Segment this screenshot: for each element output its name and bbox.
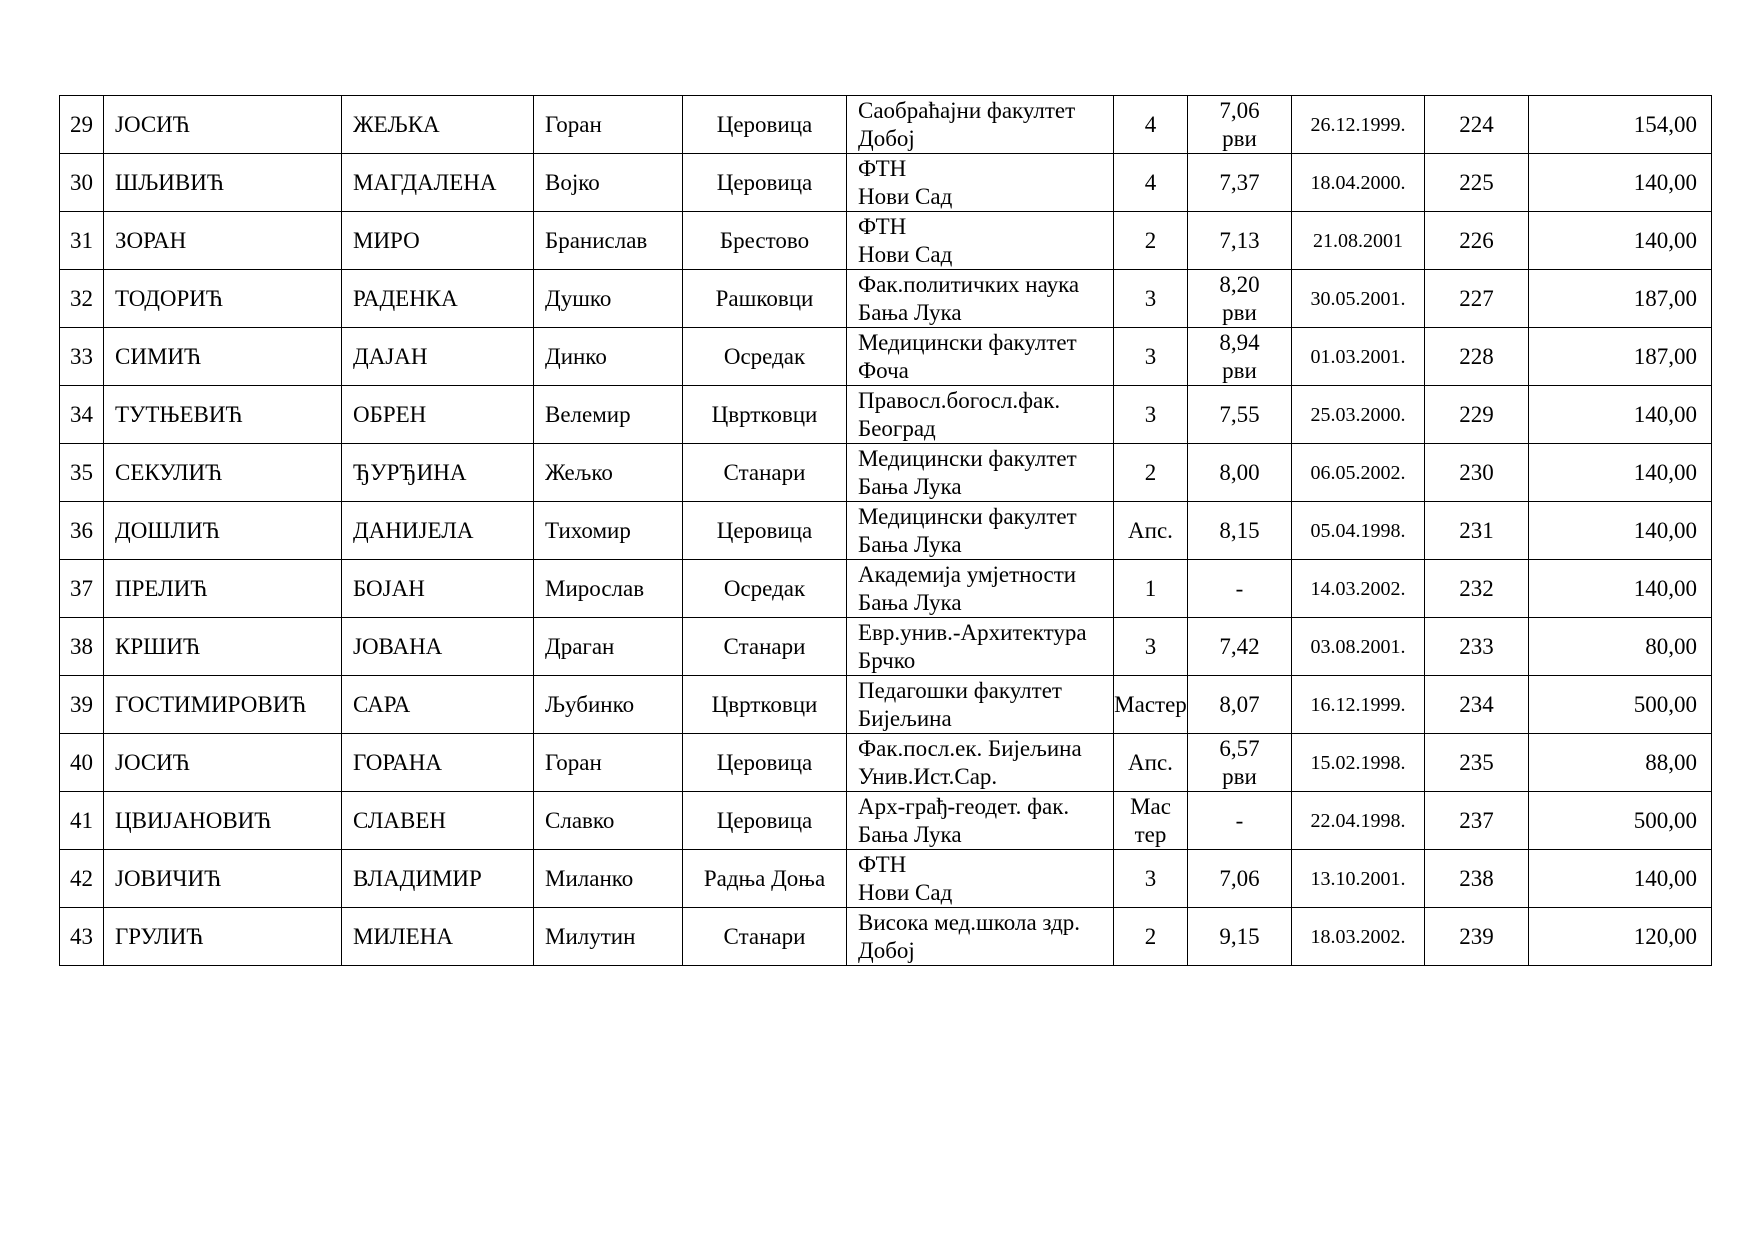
cell-surname: ЦВИЈАНОВИЋ <box>104 792 342 850</box>
faculty-line: Фак.посл.ек. Бијељина <box>858 735 1082 761</box>
faculty-line: Брчко <box>858 647 916 673</box>
cell-surname: ГРУЛИЋ <box>104 908 342 966</box>
year-line: 2 <box>1144 459 1157 485</box>
cell-birth-date: 18.04.2000. <box>1292 154 1425 212</box>
grade-line: 9,15 <box>1219 923 1260 949</box>
cell-number: 36 <box>60 502 104 560</box>
cell-faculty <box>847 96 1114 154</box>
table-row <box>60 734 1712 792</box>
faculty-line: Фак.политичких наука <box>858 271 1080 297</box>
cell-grade <box>1188 908 1292 966</box>
cell-grade <box>1188 444 1292 502</box>
cell-first-name: ДАЈАН <box>342 328 534 386</box>
cell-first-name: МАГДАЛЕНА <box>342 154 534 212</box>
table-row <box>60 560 1712 618</box>
cell-number: 37 <box>60 560 104 618</box>
faculty-line: Саобраћајни факултет <box>858 97 1076 123</box>
faculty-line: Евр.унив.-Архитектура <box>858 619 1087 645</box>
cell-place: Церовица <box>683 734 847 792</box>
cell-parent-name: Душко <box>534 270 683 328</box>
table-row <box>60 212 1712 270</box>
grade-line: 7,06 <box>1219 97 1260 123</box>
cell-year <box>1114 328 1188 386</box>
table-row <box>60 270 1712 328</box>
cell-birth-date: 15.02.1998. <box>1292 734 1425 792</box>
cell-parent-name: Војко <box>534 154 683 212</box>
cell-amount: 140,00 <box>1529 560 1712 618</box>
faculty-line: Бања Лука <box>858 589 962 615</box>
cell-number: 43 <box>60 908 104 966</box>
cell-surname: СЕКУЛИЋ <box>104 444 342 502</box>
cell-birth-date: 01.03.2001. <box>1292 328 1425 386</box>
cell-surname: ГОСТИМИРОВИЋ <box>104 676 342 734</box>
grade-line: 8,00 <box>1219 459 1260 485</box>
cell-record-id: 232 <box>1425 560 1529 618</box>
cell-grade <box>1188 618 1292 676</box>
year-line: 1 <box>1144 575 1157 601</box>
cell-birth-date: 03.08.2001. <box>1292 618 1425 676</box>
cell-amount: 88,00 <box>1529 734 1712 792</box>
cell-first-name: СЛАВЕН <box>342 792 534 850</box>
cell-grade <box>1188 734 1292 792</box>
cell-first-name: МИРО <box>342 212 534 270</box>
cell-birth-date: 25.03.2000. <box>1292 386 1425 444</box>
cell-surname: ПРЕЛИЋ <box>104 560 342 618</box>
cell-number: 39 <box>60 676 104 734</box>
faculty-line: Медицински факултет <box>858 329 1077 355</box>
year-line: 3 <box>1144 285 1157 311</box>
table-row <box>60 618 1712 676</box>
cell-amount: 500,00 <box>1529 792 1712 850</box>
cell-faculty <box>847 618 1114 676</box>
faculty-line: Унив.Ист.Сар. <box>858 763 998 789</box>
cell-amount: 140,00 <box>1529 212 1712 270</box>
table-body <box>60 96 1712 966</box>
cell-surname: КРШИЋ <box>104 618 342 676</box>
cell-record-id: 235 <box>1425 734 1529 792</box>
cell-record-id: 228 <box>1425 328 1529 386</box>
cell-place: Церовица <box>683 154 847 212</box>
cell-place: Радња Доња <box>683 850 847 908</box>
cell-place: Церовица <box>683 502 847 560</box>
cell-first-name: МИЛЕНА <box>342 908 534 966</box>
cell-faculty <box>847 328 1114 386</box>
cell-amount: 80,00 <box>1529 618 1712 676</box>
cell-grade <box>1188 502 1292 560</box>
cell-first-name: ОБРЕН <box>342 386 534 444</box>
table-row <box>60 676 1712 734</box>
students-table <box>59 95 1712 966</box>
table-row <box>60 850 1712 908</box>
cell-grade <box>1188 792 1292 850</box>
faculty-line: Арх-грађ-геодет. фак. <box>858 793 1070 819</box>
table-row <box>60 908 1712 966</box>
cell-amount: 140,00 <box>1529 154 1712 212</box>
cell-faculty <box>847 560 1114 618</box>
cell-birth-date: 18.03.2002. <box>1292 908 1425 966</box>
cell-year <box>1114 908 1188 966</box>
faculty-line: Бања Лука <box>858 299 962 325</box>
faculty-line: Фоча <box>858 357 909 383</box>
cell-parent-name: Горан <box>534 734 683 792</box>
grade-line: 7,55 <box>1219 401 1260 427</box>
cell-year <box>1114 212 1188 270</box>
grade-line: рви <box>1222 763 1257 789</box>
year-line: 3 <box>1144 865 1157 891</box>
cell-number: 34 <box>60 386 104 444</box>
cell-grade <box>1188 386 1292 444</box>
year-line: Апс. <box>1128 749 1173 775</box>
cell-grade <box>1188 676 1292 734</box>
faculty-line: Бања Лука <box>858 821 962 847</box>
cell-grade <box>1188 328 1292 386</box>
cell-parent-name: Жељко <box>534 444 683 502</box>
cell-first-name: ЂУРЂИНА <box>342 444 534 502</box>
cell-record-id: 231 <box>1425 502 1529 560</box>
grade-line: 8,94 <box>1219 329 1260 355</box>
cell-place: Осредак <box>683 328 847 386</box>
cell-surname: ЈОВИЧИЋ <box>104 850 342 908</box>
cell-amount: 500,00 <box>1529 676 1712 734</box>
grade-line: 8,15 <box>1219 517 1260 543</box>
year-line: Мас <box>1130 793 1171 819</box>
cell-place: Церовица <box>683 96 847 154</box>
cell-place: Станари <box>683 618 847 676</box>
cell-first-name: САРА <box>342 676 534 734</box>
cell-year <box>1114 560 1188 618</box>
cell-faculty <box>847 212 1114 270</box>
cell-amount: 140,00 <box>1529 444 1712 502</box>
cell-first-name: ГОРАНА <box>342 734 534 792</box>
cell-first-name: ДАНИЈЕЛА <box>342 502 534 560</box>
cell-record-id: 225 <box>1425 154 1529 212</box>
faculty-line: Нови Сад <box>858 879 953 905</box>
cell-place: Брестово <box>683 212 847 270</box>
cell-parent-name: Тихомир <box>534 502 683 560</box>
faculty-line: ФТН <box>858 851 907 877</box>
grade-line: рви <box>1222 299 1257 325</box>
cell-grade <box>1188 270 1292 328</box>
cell-birth-date: 30.05.2001. <box>1292 270 1425 328</box>
cell-year <box>1114 386 1188 444</box>
grade-line: 8,20 <box>1219 271 1260 297</box>
cell-surname: ЗОРАН <box>104 212 342 270</box>
cell-number: 30 <box>60 154 104 212</box>
cell-birth-date: 26.12.1999. <box>1292 96 1425 154</box>
cell-grade <box>1188 96 1292 154</box>
year-line: 4 <box>1144 169 1157 195</box>
cell-birth-date: 13.10.2001. <box>1292 850 1425 908</box>
cell-year <box>1114 792 1188 850</box>
year-line: 3 <box>1144 633 1157 659</box>
cell-first-name: БОЈАН <box>342 560 534 618</box>
faculty-line: Нови Сад <box>858 241 953 267</box>
cell-birth-date: 21.08.2001 <box>1292 212 1425 270</box>
cell-number: 41 <box>60 792 104 850</box>
cell-place: Станари <box>683 444 847 502</box>
cell-record-id: 238 <box>1425 850 1529 908</box>
cell-record-id: 234 <box>1425 676 1529 734</box>
cell-faculty <box>847 386 1114 444</box>
cell-parent-name: Динко <box>534 328 683 386</box>
table-row <box>60 792 1712 850</box>
table-row <box>60 96 1712 154</box>
cell-place: Рашковци <box>683 270 847 328</box>
cell-parent-name: Мирослав <box>534 560 683 618</box>
cell-number: 29 <box>60 96 104 154</box>
cell-number: 42 <box>60 850 104 908</box>
cell-year <box>1114 444 1188 502</box>
cell-number: 40 <box>60 734 104 792</box>
cell-year <box>1114 850 1188 908</box>
year-line: Мастер <box>1114 691 1187 717</box>
grade-line: рви <box>1222 357 1257 383</box>
cell-birth-date: 05.04.1998. <box>1292 502 1425 560</box>
year-line: 2 <box>1144 227 1157 253</box>
cell-amount: 120,00 <box>1529 908 1712 966</box>
cell-place: Цвртковци <box>683 676 847 734</box>
grade-line: - <box>1235 575 1244 601</box>
cell-faculty <box>847 792 1114 850</box>
grade-line: 7,42 <box>1219 633 1260 659</box>
cell-surname: СИМИЋ <box>104 328 342 386</box>
cell-parent-name: Миланко <box>534 850 683 908</box>
cell-surname: ШЉИВИЋ <box>104 154 342 212</box>
cell-amount: 140,00 <box>1529 386 1712 444</box>
cell-number: 38 <box>60 618 104 676</box>
cell-number: 33 <box>60 328 104 386</box>
table-row <box>60 154 1712 212</box>
cell-first-name: ЖЕЉКА <box>342 96 534 154</box>
cell-amount: 140,00 <box>1529 502 1712 560</box>
table-row <box>60 502 1712 560</box>
faculty-line: Медицински факултет <box>858 445 1077 471</box>
cell-surname: ЈОСИЋ <box>104 734 342 792</box>
cell-faculty <box>847 154 1114 212</box>
year-line: Апс. <box>1128 517 1173 543</box>
cell-surname: ТОДОРИЋ <box>104 270 342 328</box>
cell-surname: ЈОСИЋ <box>104 96 342 154</box>
cell-parent-name: Горан <box>534 96 683 154</box>
cell-year <box>1114 502 1188 560</box>
cell-first-name: ВЛАДИМИР <box>342 850 534 908</box>
cell-place: Станари <box>683 908 847 966</box>
cell-amount: 154,00 <box>1529 96 1712 154</box>
cell-birth-date: 06.05.2002. <box>1292 444 1425 502</box>
cell-parent-name: Велемир <box>534 386 683 444</box>
cell-year <box>1114 734 1188 792</box>
cell-first-name: ЈОВАНА <box>342 618 534 676</box>
cell-birth-date: 14.03.2002. <box>1292 560 1425 618</box>
faculty-line: Нови Сад <box>858 183 953 209</box>
faculty-line: Висока мед.школа здр. <box>858 909 1081 935</box>
cell-faculty <box>847 444 1114 502</box>
faculty-line: Бања Лука <box>858 473 962 499</box>
cell-birth-date: 16.12.1999. <box>1292 676 1425 734</box>
faculty-line: Бијељина <box>858 705 952 731</box>
cell-parent-name: Драган <box>534 618 683 676</box>
cell-amount: 187,00 <box>1529 270 1712 328</box>
cell-record-id: 226 <box>1425 212 1529 270</box>
faculty-line: Медицински факултет <box>858 503 1077 529</box>
year-line: 4 <box>1144 111 1157 137</box>
faculty-line: Педагошки факултет <box>858 677 1062 703</box>
cell-record-id: 239 <box>1425 908 1529 966</box>
cell-place: Цвртковци <box>683 386 847 444</box>
grade-line: рви <box>1222 125 1257 151</box>
cell-surname: ДОШЛИЋ <box>104 502 342 560</box>
grade-line: 7,37 <box>1219 169 1260 195</box>
grade-line: 7,13 <box>1219 227 1260 253</box>
cell-grade <box>1188 850 1292 908</box>
cell-surname: ТУТЊЕВИЋ <box>104 386 342 444</box>
faculty-line: Добој <box>858 937 915 963</box>
cell-record-id: 233 <box>1425 618 1529 676</box>
cell-record-id: 227 <box>1425 270 1529 328</box>
faculty-line: ФТН <box>858 213 907 239</box>
year-line: 2 <box>1144 923 1157 949</box>
cell-record-id: 224 <box>1425 96 1529 154</box>
cell-number: 35 <box>60 444 104 502</box>
year-line: тер <box>1134 821 1167 847</box>
cell-faculty <box>847 676 1114 734</box>
cell-year <box>1114 676 1188 734</box>
table-row <box>60 328 1712 386</box>
cell-faculty <box>847 908 1114 966</box>
cell-record-id: 229 <box>1425 386 1529 444</box>
cell-faculty <box>847 850 1114 908</box>
cell-year <box>1114 618 1188 676</box>
cell-year <box>1114 270 1188 328</box>
year-line: 3 <box>1144 343 1157 369</box>
cell-amount: 140,00 <box>1529 850 1712 908</box>
grade-line: 6,57 <box>1219 735 1260 761</box>
cell-faculty <box>847 734 1114 792</box>
faculty-line: Бања Лука <box>858 531 962 557</box>
cell-parent-name: Славко <box>534 792 683 850</box>
faculty-line: Правосл.богосл.фак. <box>858 387 1061 413</box>
cell-number: 32 <box>60 270 104 328</box>
cell-amount: 187,00 <box>1529 328 1712 386</box>
cell-birth-date: 22.04.1998. <box>1292 792 1425 850</box>
cell-parent-name: Бранислав <box>534 212 683 270</box>
cell-year <box>1114 154 1188 212</box>
grade-line: - <box>1235 807 1244 833</box>
cell-grade <box>1188 154 1292 212</box>
faculty-line: Академија умјетности <box>858 561 1077 587</box>
faculty-line: Београд <box>858 415 936 441</box>
cell-first-name: РАДЕНКА <box>342 270 534 328</box>
cell-faculty <box>847 502 1114 560</box>
table-row <box>60 386 1712 444</box>
table-row <box>60 444 1712 502</box>
faculty-line: Добој <box>858 125 915 151</box>
cell-number: 31 <box>60 212 104 270</box>
cell-place: Церовица <box>683 792 847 850</box>
cell-place: Осредак <box>683 560 847 618</box>
cell-record-id: 230 <box>1425 444 1529 502</box>
cell-record-id: 237 <box>1425 792 1529 850</box>
cell-parent-name: Љубинко <box>534 676 683 734</box>
cell-parent-name: Милутин <box>534 908 683 966</box>
cell-year <box>1114 96 1188 154</box>
year-line: 3 <box>1144 401 1157 427</box>
cell-grade <box>1188 212 1292 270</box>
faculty-line: ФТН <box>858 155 907 181</box>
grade-line: 8,07 <box>1219 691 1260 717</box>
grade-line: 7,06 <box>1219 865 1260 891</box>
cell-faculty <box>847 270 1114 328</box>
cell-grade <box>1188 560 1292 618</box>
